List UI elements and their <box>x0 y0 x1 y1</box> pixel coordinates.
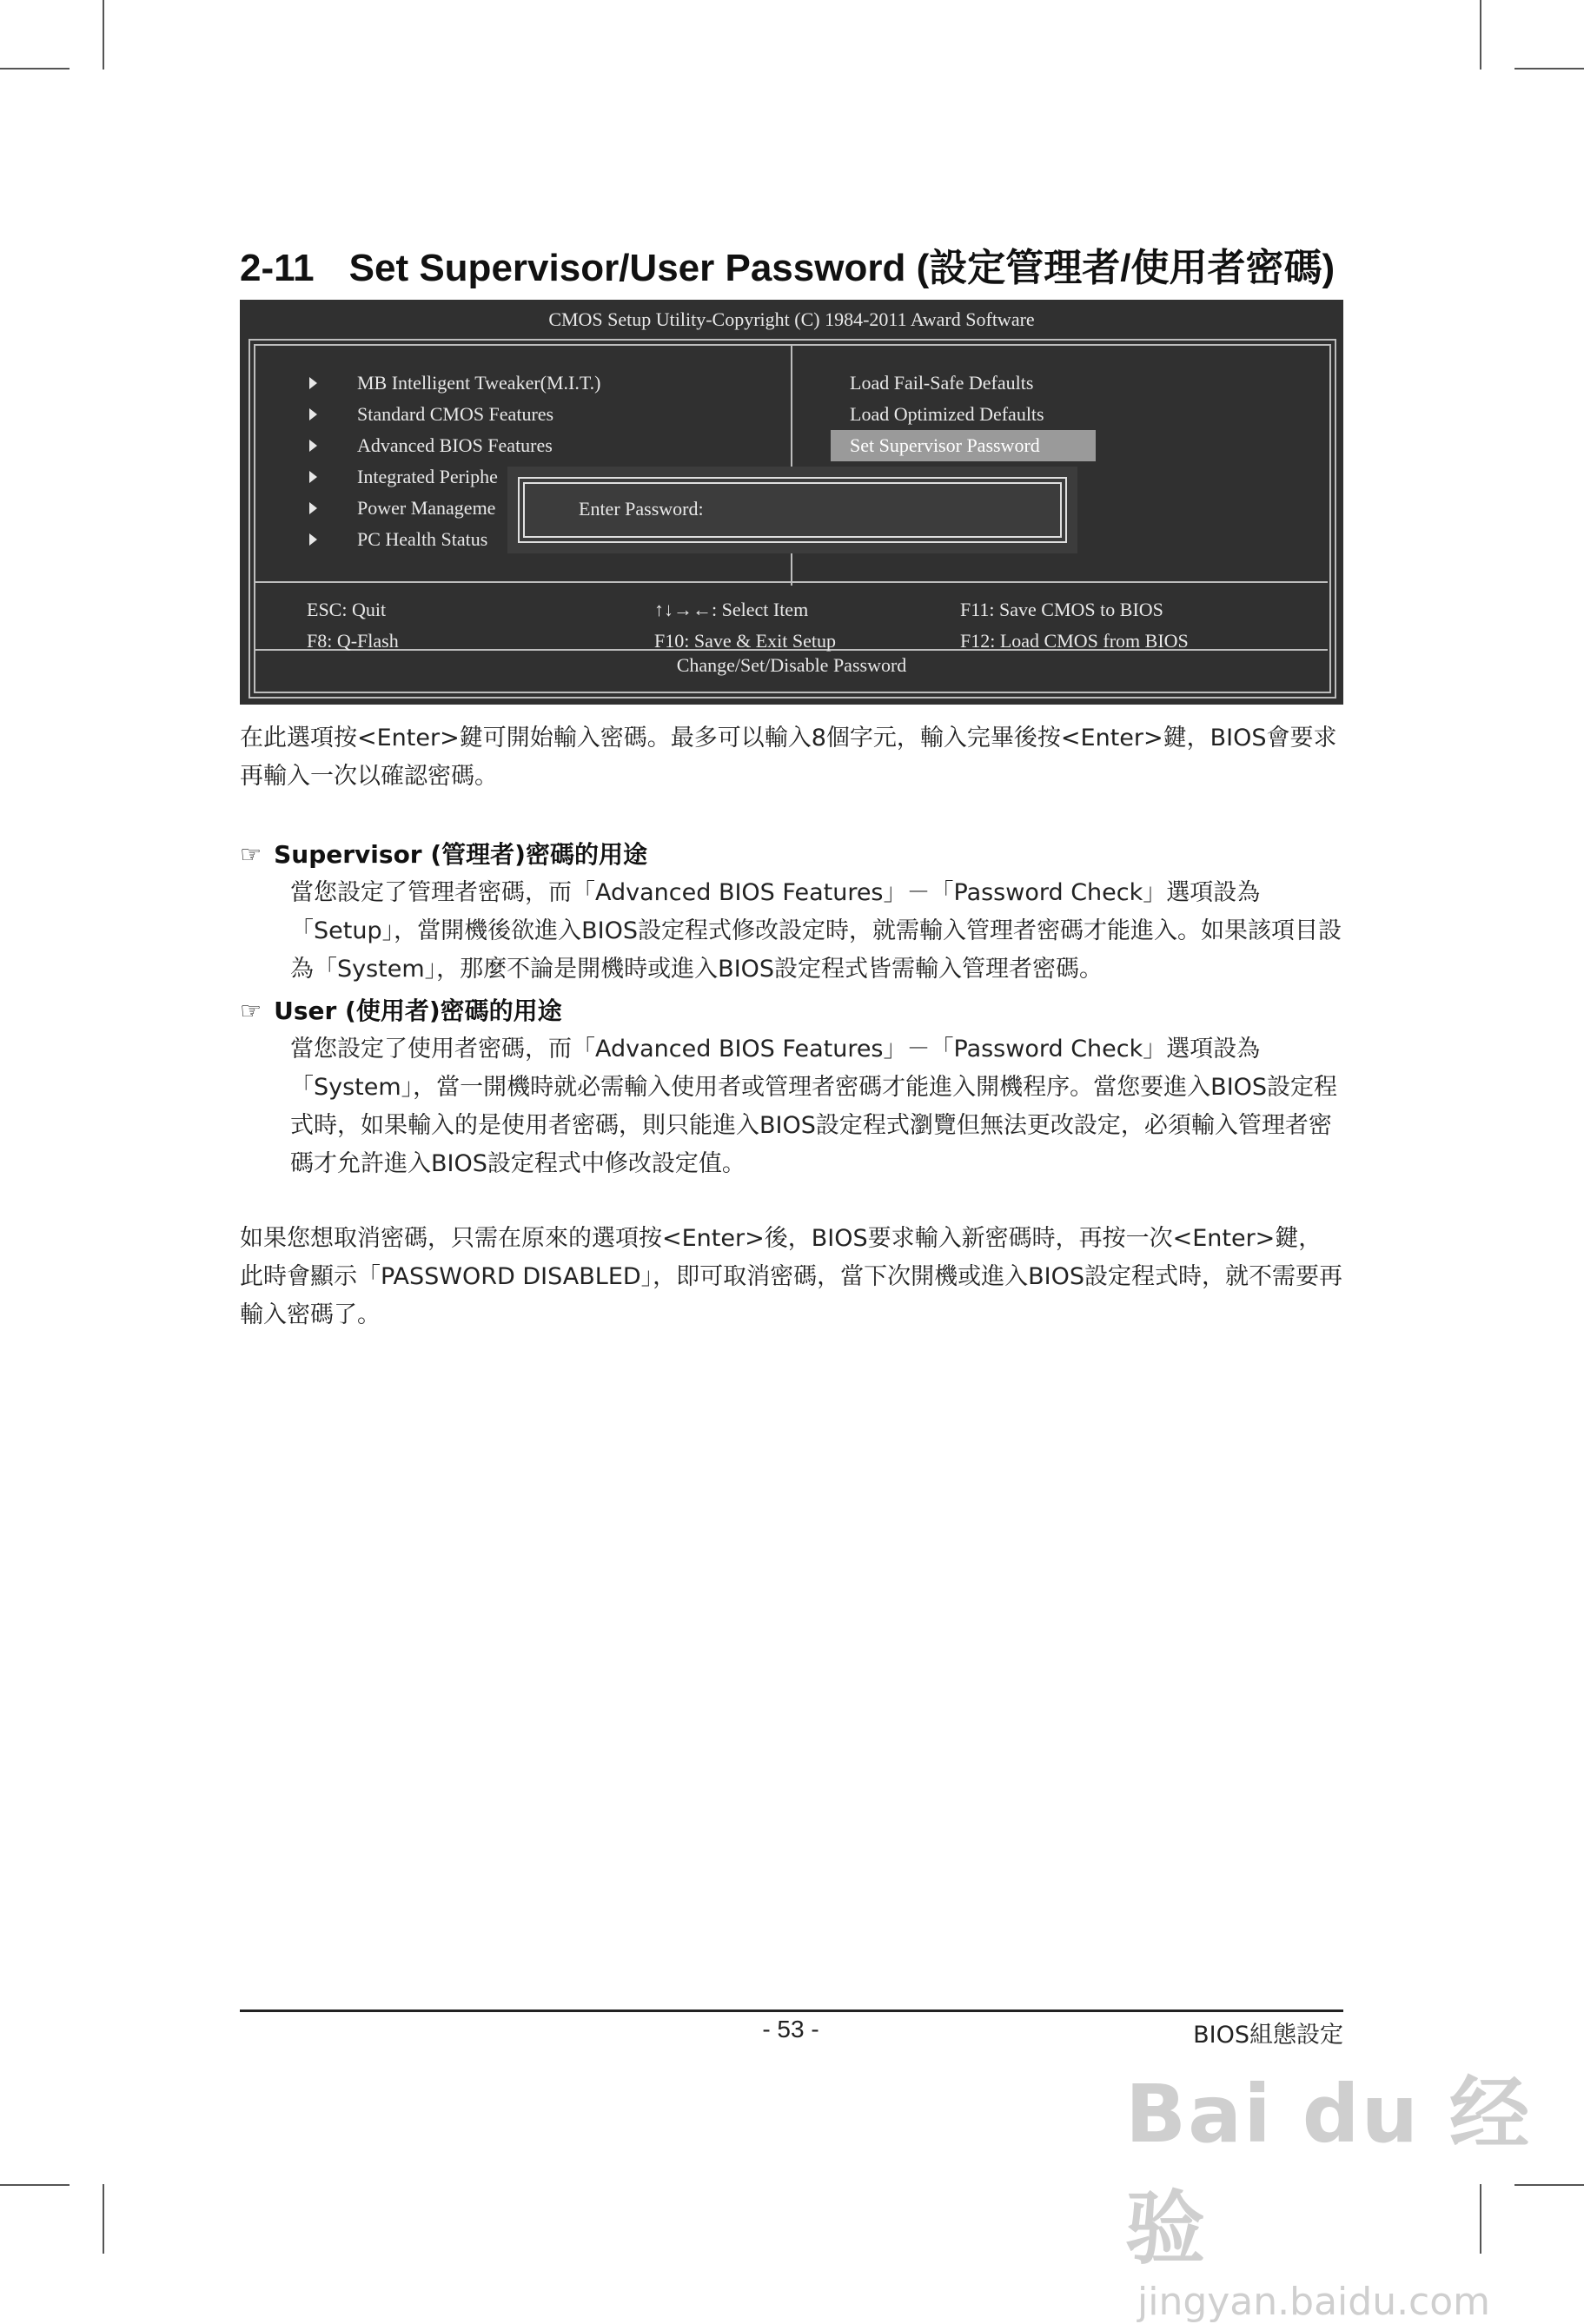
bios-menu-item[interactable]: Standard CMOS Features <box>309 399 601 430</box>
bios-title: CMOS Setup Utility-Copyright (C) 1984-2011 Award Software <box>548 308 1035 330</box>
submenu-arrow-icon <box>309 533 317 546</box>
watermark-logo: Bai du 经验 <box>1125 2068 1532 2275</box>
key-f10: F10: Save & Exit Setup <box>654 630 836 652</box>
watermark-url: jingyan.baidu.com <box>1137 2280 1491 2324</box>
key-f11: F11: Save CMOS to BIOS <box>960 599 1163 620</box>
bios-right-menu <box>831 367 1096 461</box>
section-heading <box>240 236 1343 292</box>
key-select: ↑↓→←: Select Item <box>654 599 809 620</box>
footer-section: BIOS組態設定 <box>1193 2022 1343 2049</box>
submenu-arrow-icon <box>309 408 317 420</box>
crop-mark <box>1480 0 1481 70</box>
user-heading: ☞ User (使用者)密碼的用途 <box>240 996 562 1025</box>
bios-menu-item[interactable]: MB Intelligent Tweaker(M.I.T.) <box>309 367 601 399</box>
bios-menu-item[interactable]: PC Health Status <box>309 524 601 555</box>
bios-menu-item[interactable]: Load Optimized Defaults <box>850 403 1044 425</box>
supervisor-heading: ☞ Supervisor (管理者)密碼的用途 <box>240 840 647 869</box>
section-title: Set Supervisor/User Password (設定管理者/使用者密碼) <box>348 247 1335 289</box>
crop-mark <box>103 0 104 70</box>
submenu-arrow-icon <box>309 377 317 389</box>
user-paragraph: 當您設定了使用者密碼，而「Advanced BIOS Features」－「Password Check」選項設為「System」，當一開機時就必需輸入使用者或管理者密碼才能進入開機程序。當您要進入BIOS設定程式時，如果輸入的是使用者密碼，則只能進入BIOS設定程式瀏覽但無法更改設定，必須輸入管理者密碼才允許進入BIOS設定程式中修改設定值。 <box>290 1036 1338 1177</box>
key-f8: F8: Q-Flash <box>307 630 399 652</box>
submenu-arrow-icon <box>309 471 317 483</box>
bios-status-line: Change/Set/Disable Password <box>676 654 907 676</box>
crop-mark <box>0 2184 70 2186</box>
bios-screenshot <box>240 300 1343 705</box>
crop-mark <box>1514 68 1584 70</box>
password-dialog <box>507 467 1077 553</box>
pointing-hand-icon: ☞ <box>240 996 262 1025</box>
pointing-hand-icon: ☞ <box>240 840 262 869</box>
bios-menu-item[interactable]: Integrated Periphe <box>309 461 601 493</box>
baidu-watermark <box>1125 2050 1584 2324</box>
footer-rule <box>240 2009 1343 2012</box>
key-f12: F12: Load CMOS from BIOS <box>960 630 1189 652</box>
crop-mark <box>0 68 70 70</box>
bios-menu-item[interactable]: Power Manageme <box>309 493 601 524</box>
page-number: - 53 - <box>762 2016 819 2043</box>
cancel-paragraph: 如果您想取消密碼，只需在原來的選項按<Enter>後，BIOS要求輸入新密碼時，再按一次<Enter>鍵，此時會顯示「PASSWORD DISABLED」，即可取消密碼，當下次開機或進入BIOS設定程式時，就不需要再輸入密碼了。 <box>240 1225 1343 1328</box>
bios-menu-item-selected[interactable]: Set Supervisor Password <box>831 430 1096 461</box>
submenu-arrow-icon <box>309 502 317 514</box>
key-esc: ESC: Quit <box>307 599 387 620</box>
bios-menu-item[interactable]: Advanced BIOS Features <box>309 430 601 461</box>
password-prompt[interactable]: Enter Password: <box>579 498 704 520</box>
crop-mark <box>103 2184 104 2254</box>
supervisor-paragraph: 當您設定了管理者密碼，而「Advanced BIOS Features」－「Password Check」選項設為「Setup」，當開機後欲進入BIOS設定程式修改設定時，就需輸入管理者密碼才能進入。如果該項目設為「System」，那麼不論是開機時或進入BIOS設定程式皆需輸入管理者密碼。 <box>290 879 1342 983</box>
intro-paragraph: 在此選項按<Enter>鍵可開始輸入密碼。最多可以輸入8個字元，輸入完畢後按<Enter>鍵，BIOS會要求再輸入一次以確認密碼。 <box>240 725 1337 790</box>
submenu-arrow-icon <box>309 440 317 452</box>
bios-divider <box>255 581 1328 583</box>
section-number: 2-11 <box>240 247 315 289</box>
bios-menu-item[interactable]: Load Fail-Safe Defaults <box>850 372 1034 394</box>
